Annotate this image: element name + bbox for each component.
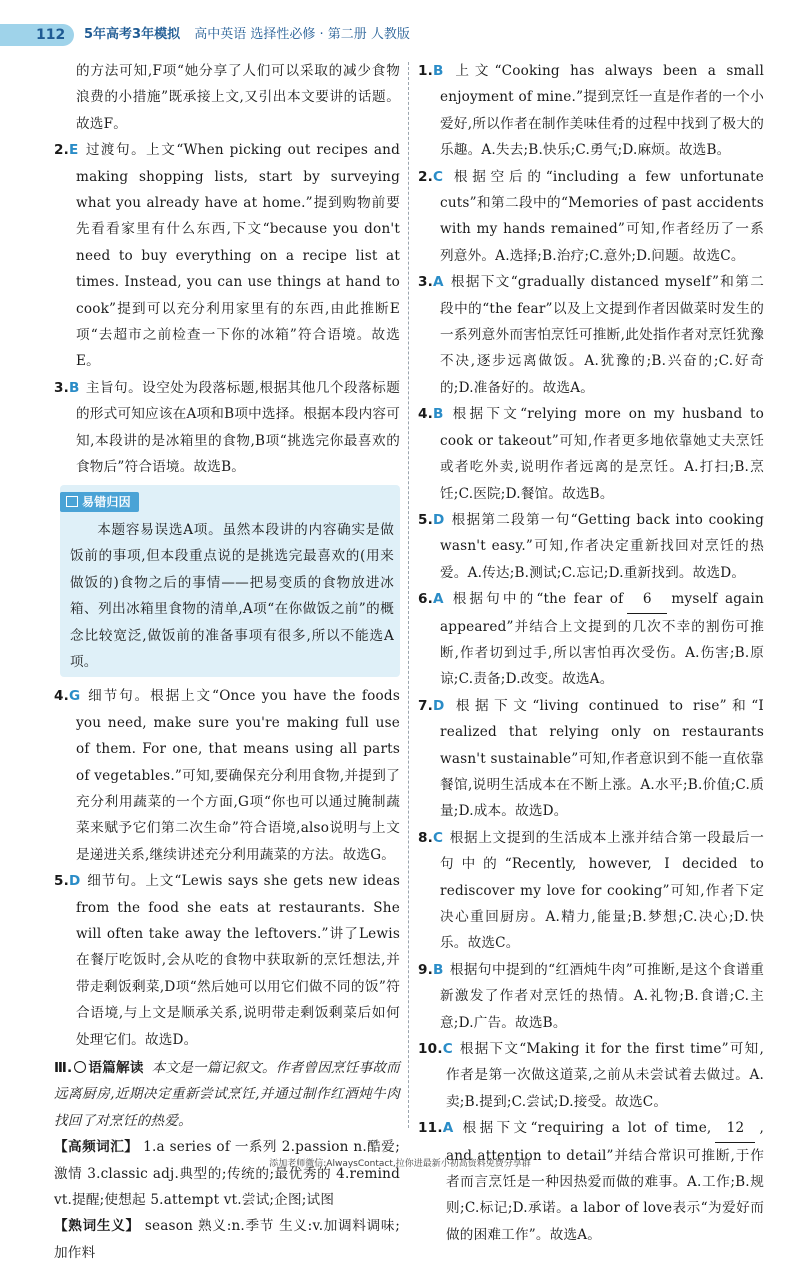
- answer-key: C: [442, 1041, 453, 1058]
- answer-item: 2.E 过渡句。上文“When picking out recipes and making shopping lists, start by surveying what you already have at home.”提到购物前要先看看家里有什么东西,下文“because you don't need to buy everything on a recipe list at times. Instead, you can use things at hand to cook”提到可以充分利用家里有的东西,由此推断E项“去超市之前检查一下你的冰箱”符合语境。故选E。: [54, 142, 400, 370]
- answer-item: 5.D 细节句。上文“Lewis says she gets new ideas from the food she eats at restaurants. She will often take away the leftovers.”讲了Lewis在餐厅吃饭时,会从吃的食物中获取新的烹饪想法,并带走剩饭剩菜,D项“然后她可以用它们做不同的饭”符合语境,与上文是顺承关系,说明带走剩饭剩菜后如何处理它们。故选D。: [54, 873, 400, 1048]
- vocab-new-meaning: 【熟词生义】 season 熟义:n.季节 生义:v.加调料调味;加作料: [54, 1218, 400, 1261]
- book-brand: 5年高考3年模拟: [84, 27, 181, 42]
- page-header: [0, 0, 800, 46]
- blank-number: 12: [715, 1115, 755, 1142]
- error-note-text: 本题容易误选A项。虽然本段讲的内容确实是做饭前的事项,但本段重点说的是挑选完最喜欢的(用来做饭的)食物之后的事情——把易变质的食物放进冰箱、列出冰箱里食物的清单,A项“在你做饭之前”的概念比较宽泛,做饭前的准备事项有很多,所以不能选A项。: [70, 521, 394, 670]
- answer-key: A: [433, 274, 444, 291]
- answer-item: 4.G 细节句。根据上文“Once you have the foods you need, make sure you're making full use of them. For one, that means using all parts of vegetables.”可知,要确保充分利用食物,并提到了充分利用蔬菜的一个方面,G项“你也可以通过腌制蔬菜来赋予它们第二次生命”符合语境,also说明与上文是递进关系,继续讲述充分利用蔬菜的方法。故选G。: [54, 688, 400, 863]
- book-subtitle: 高中英语 选择性必修 · 第二册 人教版: [194, 27, 410, 42]
- left-column: [54, 58, 400, 1266]
- answer-item: 3.A 根据下文“gradually distanced myself”和第二段中的“the fear”以及上文提到作者因做菜时发生的一系列意外而害怕烹饪可推断,此处指作者对烹饪犹豫不决,逐步远离做饭。A.犹豫的;B.兴奋的;C.好奇的;D.准备好的。故选A。: [418, 274, 764, 396]
- circle-icon: [74, 1061, 86, 1073]
- answer-item: 10.C 根据下文“Making it for the first time”可知,作者是第一次做这道菜,之前从未尝试着去做过。A.卖;B.提到;C.尝试;D.接受。故选C。: [418, 1041, 764, 1110]
- answer-key: B: [69, 379, 80, 396]
- answer-key: D: [433, 511, 445, 528]
- answer-item: 8.C 根据上文提到的生活成本上涨并结合第一段最后一句中的“Recently, however, I decided to rediscover my love for cooking”可知,作者下定决心重回厨房。A.精力,能量;B.梦想;C.决心;D.快乐。故选C。: [418, 829, 764, 952]
- answer-key: D: [433, 697, 445, 714]
- answer-key: G: [69, 688, 81, 705]
- answer-key: A: [433, 591, 444, 608]
- answer-key: D: [69, 873, 81, 890]
- answer-key: B: [433, 63, 444, 79]
- answer-key: E: [69, 142, 79, 159]
- answer-item: 6.A 根据句中的“the fear of 6 myself again appeared”并结合上文提到的几次不幸的割伤可推断,作者切到过手,所以害怕再次受伤。A.伤害;B.原谅;C.责备;D.改变。故选A。: [418, 586, 764, 693]
- page-number: 112: [36, 27, 66, 43]
- book-title: [84, 24, 410, 46]
- answer-key: C: [433, 829, 444, 846]
- answer-key: B: [433, 406, 444, 423]
- footer-note: 添加老师微信:AlwaysContact,拉你进最新小初高资料免费分享群: [269, 1159, 531, 1169]
- answer-key: A: [442, 1120, 454, 1137]
- error-note-box: [60, 485, 400, 678]
- error-note-tag: 易错归因: [60, 492, 139, 512]
- passage-analysis: Ⅲ. 语篇解读 本文是一篇记叙文。作者曾因烹饪事故而远离厨房,近期决定重新尝试烹饪,并通过制作红酒炖牛肉找回了对烹饪的热爱。: [54, 1060, 400, 1129]
- vocab-high-frequency: 【高频词汇】 1.a series of 一系列 2.passion n.酷爱;激情 3.classic adj.典型的;传统的;最优秀的 4.remind vt.提醒;使想起 5.attempt vt.尝试;企图;试图: [54, 1139, 400, 1209]
- right-column: [418, 58, 764, 1248]
- answer-item: 4.B 根据下文“relying more on my husband to cook or takeout”可知,作者更多地依靠她丈夫烹饪或者吃外卖,说明作者远离的是烹饪。A.打扫;B.烹饪;C.医院;D.餐馆。故选B。: [418, 406, 764, 502]
- column-divider: [408, 62, 409, 1128]
- answer-item: 3.B 主旨句。设空处为段落标题,根据其他几个段落标题的形式可知应该在A项和B项中选择。根据本段内容可知,本段讲的是冰箱里的食物,B项“挑选完你最喜欢的食物后”符合语境。故选B。: [54, 379, 400, 476]
- answer-item: 7.D 根据下文“living continued to rise”和“I realized that relying only on restaurants wasn't sustainable”可知,作者意识到不能一直依靠餐馆,说明生活成本在不断上涨。A.水平;B.价值;C.质量;D.成本。故选D。: [418, 697, 764, 820]
- answer-item: 2.C 根据空后的“including a few unfortunate cuts”和第二段中的“Memories of past accidents with my hands remained”可知,作者经历了一系列意外。A.选择;B.治疗;C.意外;D.问题。故选C。: [418, 168, 764, 264]
- answer-item: 1.B 上文“Cooking has always been a small enjoyment of mine.”提到烹饪一直是作者的一个小爱好,所以作者在制作美味佳肴的过程中找到了极大的乐趣。A.失去;B.快乐;C.勇气;D.麻烦。故选B。: [418, 63, 764, 159]
- book-icon: [66, 496, 78, 507]
- answer-key: B: [433, 961, 444, 978]
- answer-key: C: [433, 168, 444, 185]
- answer-item: 5.D 根据第二段第一句“Getting back into cooking wasn't easy.”可知,作者决定重新找回对烹饪的热爱。A.传达;B.测试;C.忘记;D.重新找到。故选D。: [418, 511, 764, 581]
- answer-item: 11.A 根据下文“requiring a lot of time, 12 , and attention to detail”并结合常识可推断,于作者而言烹饪是一种因热爱而做的难事。A.工作;B.规则;C.标记;D.承诺。a labor of love表示“为爱好而做的困难工作”。故选A。: [418, 1115, 764, 1248]
- answer-item: 9.B 根据句中提到的“红酒炖牛肉”可推断,是这个食谱重新激发了作者对烹饪的热情。A.礼物;B.食谱;C.主意;D.广告。故选B。: [418, 961, 764, 1031]
- blank-number: 6: [627, 586, 667, 613]
- intro-paragraph: 的方法可知,F项“她分享了人们可以采取的减少食物浪费的小措施”既承接上文,又引出本文要讲的话题。故选F。: [76, 63, 400, 132]
